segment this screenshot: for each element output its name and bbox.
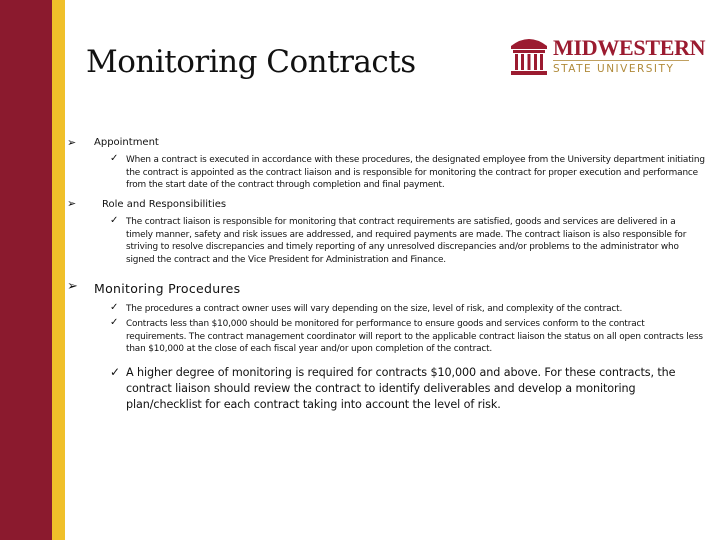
check-bullet-icon: ✓	[110, 302, 119, 313]
list-item: When a contract is executed in accordance with these procedures, the designated employee from the University department initiating the contract is appointed as the contract liaison and is responsible for monitoring the contract for proper execution and performance from the start date of the contract through completion and final payment.	[126, 155, 705, 191]
building-icon	[509, 32, 549, 76]
logo-name: MIDWESTERN	[553, 35, 706, 60]
list-item: Contracts less than $10,000 should be monitored for performance to ensure goods and services conform to the contract requirements. The contract management coordinator will report to the applicable contract liaison the status on all open contracts less than $10,000 at the close of each fiscal year and/or upon completion of the contract.	[126, 319, 703, 355]
logo-subtitle: STATE UNIVERSITY	[553, 63, 675, 75]
left-gold-stripe	[52, 0, 65, 540]
left-maroon-bar	[0, 0, 52, 540]
section-heading: Role and Responsibilities	[102, 199, 227, 210]
check-bullet-icon: ✓	[110, 317, 119, 328]
arrow-bullet-icon: ➢	[67, 197, 77, 210]
section-heading: Monitoring Procedures	[94, 281, 241, 296]
list-item: The procedures a contract owner uses will vary depending on the size, level of risk, and complexity of the contract.	[126, 304, 623, 314]
list-item: The contract liaison is responsible for monitoring that contract requirements are satisfied, goods and services are delivered in a timely manner, safety and risk issues are addressed, and required payments are made. The contract liaison is also responsible for striving to resolve discrepancies and timely reporting of any unresolved discrepancies and/or problems to the administrator who signed the contract and the Vice President for Administration and Finance.	[126, 217, 687, 265]
list-item: A higher degree of monitoring is required for contracts $10,000 and above. For these contracts, the contract liaison should review the contract to identify deliverables and develop a monitoring plan/checklist for each contract taking into account the level of risk.	[126, 366, 676, 411]
arrow-bullet-icon: ➢	[67, 136, 77, 149]
page-title: Monitoring Contracts	[86, 44, 416, 80]
section-heading: Appointment	[94, 137, 159, 148]
check-bullet-icon: ✓	[110, 153, 119, 164]
logo-divider	[553, 60, 689, 61]
check-bullet-icon: ✓	[110, 215, 119, 226]
university-logo	[509, 30, 706, 80]
arrow-bullet-icon: ➢	[67, 279, 78, 294]
check-bullet-icon: ✓	[110, 365, 121, 379]
